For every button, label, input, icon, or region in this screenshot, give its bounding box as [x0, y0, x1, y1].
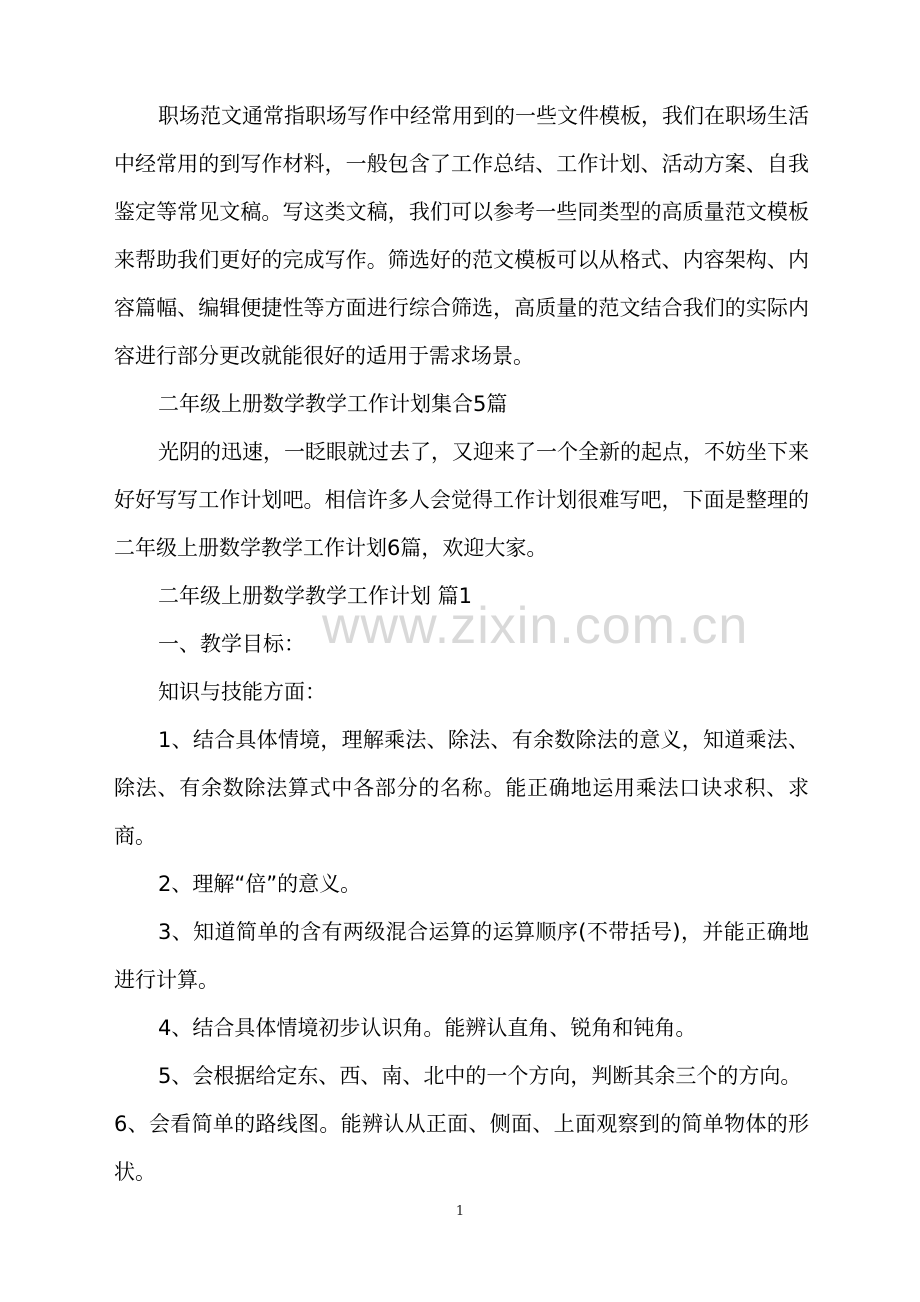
goal-item-6: 6、会看简单的路线图。能辨认从正面、侧面、上面观察到的简单物体的形状。 [114, 1112, 809, 1184]
goal-item-2: 2、理解“倍”的意义。 [158, 872, 362, 896]
subsection-heading: 一、教学目标： [158, 632, 305, 656]
goal-item-4: 4、结合具体情境初步认识角。能辨认直角、锐角和钝角。 [158, 1016, 697, 1040]
opening-paragraph: 光阴的迅速，一眨眼就过去了，又迎来了一个全新的起点，不妨坐下来好好写写工作计划吧。相信许多人会觉得工作计划很难写吧，下面是整理的二年级上册数学教学工作计划6篇，欢迎大家。 [114, 440, 809, 560]
goal-item-1: 1、结合具体情境，理解乘法、除法、有余数除法的意义，知道乘法、除法、有余数除法算式中各部分的名称。能正确地运用乘法口诀求积、求商。 [114, 728, 809, 848]
subsection-label: 知识与技能方面： [158, 680, 326, 704]
watermark-text: www.zixin.com.cn [322, 597, 749, 655]
document-body [114, 92, 809, 1196]
intro-paragraph: 职场范文通常指职场写作中经常用到的一些文件模板，我们在职场生活中经常用的到写作材料，一般包含了工作总结、工作计划、活动方案、自我鉴定等常见文稿。写这类文稿，我们可以参考一些同类型的高质量范文模板来帮助我们更好的完成写作。筛选好的范文模板可以从格式、内容架构、内容篇幅、编辑便捷性等方面进行综合筛选，高质量的范文结合我们的实际内容进行部分更改就能很好的适用于需求场景。 [114, 104, 809, 368]
goal-item-3: 3、知道简单的含有两级混合运算的运算顺序(不带括号)，并能正确地进行计算。 [114, 920, 809, 992]
section-heading: 二年级上册数学教学工作计划 篇1 [158, 584, 473, 608]
page-number: 1 [455, 1204, 465, 1219]
goal-item-5: 5、会根据给定东、西、南、北中的一个方向，判断其余三个的方向。 [158, 1064, 802, 1088]
article-title: 二年级上册数学教学工作计划集合5篇 [158, 392, 508, 416]
